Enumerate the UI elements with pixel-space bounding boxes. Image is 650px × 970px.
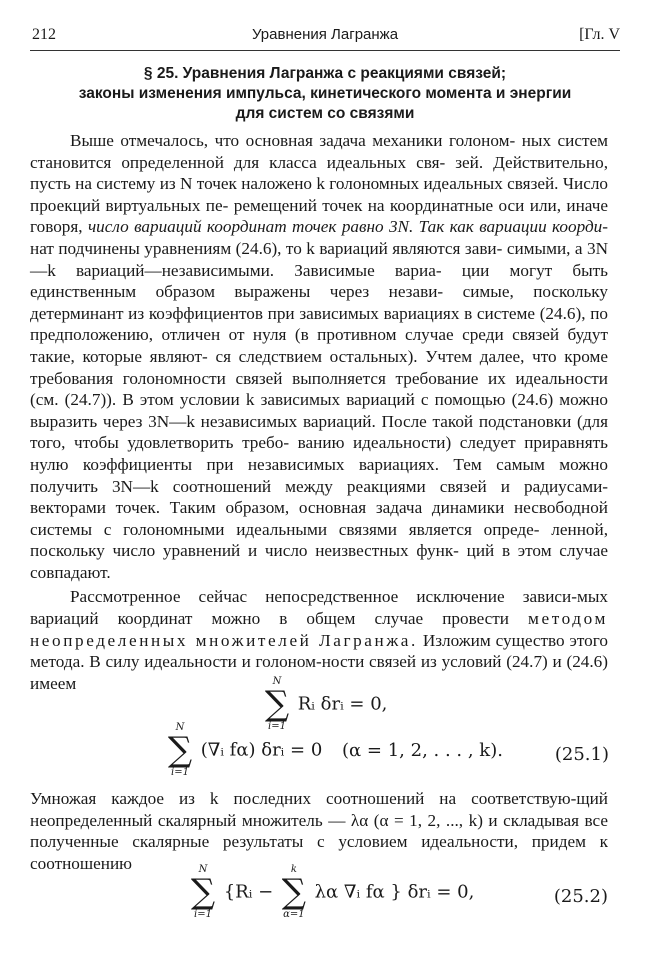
text-line: (в противном случае среди связей будут такие, которые являют- xyxy=(30,325,609,366)
text-line: ции могут быть единственным образом выражены через незави- xyxy=(30,260,609,302)
sum-symbol: N ∑ i=1 xyxy=(188,864,218,920)
sum-upper-limit: N xyxy=(175,722,185,733)
text-line: нат подчинены уравнениям (24.6), то k вариаций являются зави- xyxy=(30,238,503,258)
text-line: при независимых вариациях. Тем самым можно получить 3N—k xyxy=(30,454,609,496)
text-line: симыми, а 3N—k вариаций—независимыми. Зависимые вариа- xyxy=(30,238,608,280)
running-title: Уравнения Лагранжа xyxy=(251,26,399,43)
text-line: Выше отмечалось, что основная задача механики голоном- xyxy=(70,131,516,150)
text-line: ных систем становится определенной для класса идеальных свя- xyxy=(30,131,609,172)
inner-sum-symbol: k ∑ α=1 xyxy=(279,864,309,920)
equation-body: Rᵢ δrᵢ = 0, xyxy=(297,693,388,715)
equation-right: } δrᵢ = 0, xyxy=(390,881,475,903)
text-line: (24.6) можно выразить через 3N—k независимых вариаций. xyxy=(30,390,609,431)
header-rule xyxy=(30,50,620,51)
equation-inner: λα ∇ᵢ fα xyxy=(314,881,385,903)
sum-upper-limit: k xyxy=(290,864,297,875)
paragraph-3: Умножая каждое из k последних соотношений на соответствую-щий неопределенный скалярный множитель — λα (α = 1, 2, ..., k) и складывая все полученные скалярные результаты с условием идеальности, придем к соотношению xyxy=(30,789,608,873)
spaced-text: методом неопределенных множителей Лагранжа. xyxy=(30,609,608,650)
body-text xyxy=(30,130,608,694)
text-line: ремещений точек на координатные оси или, иначе говоря, xyxy=(30,195,608,237)
text-line: ленной, поскольку число уравнений и число неизвестных функ- xyxy=(30,519,608,561)
text-run: Рассмотренное сейчас непосредственное исключение зависи-мых вариаций координат можно в общем случае провести xyxy=(30,587,608,629)
italic-word: число xyxy=(87,217,129,237)
text-line: системы с голономными идеальными связями является опреде- xyxy=(30,519,540,539)
section-title-line: для систем со связями xyxy=(235,105,415,122)
text-line: ся следствием остальных). Учтем далее, что кроме требования xyxy=(30,346,608,388)
text-line: голономных идеальных связей. Число проекций виртуальных пе- xyxy=(30,174,608,215)
text-line: зей. Действительно, пусть на систему из N точек наложено k xyxy=(30,152,608,194)
text-line: (см. (24.7)). В этом условии k зависимых вариаций с помощью xyxy=(30,390,506,410)
text-line: вариациях в системе (24.6), по предположению, отличен от нуля xyxy=(30,303,608,345)
body-text-2 xyxy=(30,788,608,874)
section-title-line: § 25. Уравнения Лагранжа с реакциями связей; xyxy=(143,65,507,82)
text-line: ванию идеальности) следует приравнять нулю коэффициенты xyxy=(30,433,608,474)
text-line: После такой подстановки (для того, чтобы удовлетворить требо- xyxy=(30,411,608,453)
equation-number: (25.1) xyxy=(554,744,609,765)
sum-upper-limit: N xyxy=(198,864,208,875)
text-line: ций в этом случае совпадают. xyxy=(30,541,608,582)
page-header xyxy=(30,26,620,50)
section-title xyxy=(30,64,620,124)
paragraph-1 xyxy=(30,130,608,583)
chapter-label: [Гл. V xyxy=(579,26,620,43)
text-line: соотношений между реакциями связей и радиусами-векторами xyxy=(30,476,609,518)
equation-body: (∇ᵢ fα) δrᵢ = 0 xyxy=(200,739,323,761)
equation-3 xyxy=(188,864,608,920)
text-line: голономности связей выполняется требование их идеальности xyxy=(122,368,608,388)
equation-number: (25.2) xyxy=(553,886,608,907)
equation-left: {Rᵢ − xyxy=(223,881,274,903)
equation-condition: (α = 1, 2, . . . , k). xyxy=(342,739,503,761)
text-line: вариаций координат точек равно 3N. Так как вариации коорди- xyxy=(134,217,609,237)
sum-lower-limit: i=1 xyxy=(171,767,189,778)
sum-upper-limit: N xyxy=(272,676,282,687)
text-line: симые, поскольку детерминант из коэффициентов при зависимых xyxy=(30,282,609,323)
text-run: Изложим существо этого метода. В силу идеальности и голоном-ности связей из условий (24.7) и (24.6) имеем xyxy=(30,630,608,693)
sum-lower-limit: i=1 xyxy=(268,721,286,732)
sum-lower-limit: α=1 xyxy=(283,909,305,920)
equation-2 xyxy=(165,722,609,778)
page-number: 212 xyxy=(32,26,56,43)
sum-symbol: N ∑ i=1 xyxy=(262,676,292,732)
sum-lower-limit: i=1 xyxy=(194,909,212,920)
sum-symbol: N ∑ i=1 xyxy=(165,722,195,778)
section-title-line: законы изменения импульса, кинетического момента и энергии xyxy=(78,85,572,102)
text-line: точек. Таким образом, основная задача динамики несвободной xyxy=(115,498,609,518)
